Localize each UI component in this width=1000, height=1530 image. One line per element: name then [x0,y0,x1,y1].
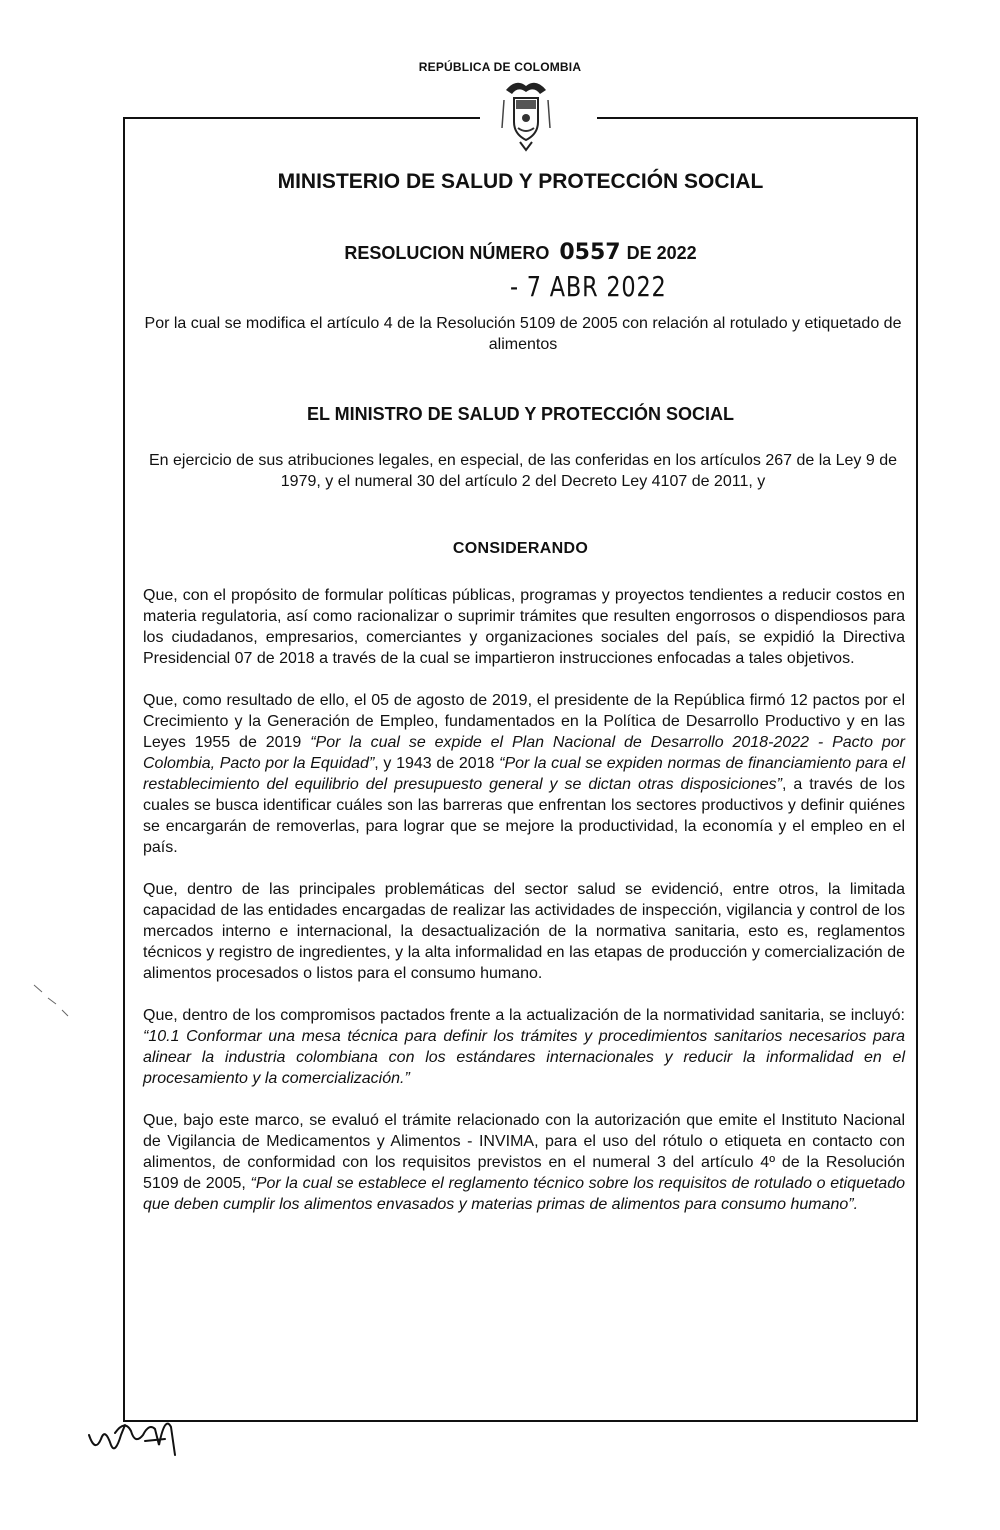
margin-scribble-icon [0,0,80,1530]
p2-text-c: , y 1943 de 2018 [374,755,500,772]
republic-header: REPÚBLICA DE COLOMBIA [418,60,582,74]
p2-quote-law-1943: “Por la cual se expiden normas de financiamiento para el restablecimiento del equilibrio del presupuesto general y se dictan otras disposiciones” [143,755,906,793]
resolution-label: RESOLUCION NÚMERO [344,243,550,263]
resolution-line [123,240,918,265]
consideration-paragraph-3: Que, dentro de las principales problemáticas del sector salud se evidenció, entre otros, la limitada capacidad de las entidades encargadas de realizar las actividades de inspección, vigilancia y control de los mercados interno e internacional, la desactualización de la normativa sanitaria, esto es, reglamentos técnicos y registro de ingredientes, y la alta informalidad en las etapas de producción y comercialización de alimentos procesados o listos para el consumo humano. [143,881,905,982]
considerations-body [143,585,905,1236]
p2-quote-law-1955: “Por la cual se expide el Plan Nacional de Desarrollo 2018-2022 - Pacto por Colombia, Pacto por la Equidad” [143,734,905,772]
p4-text-a: Que, dentro de los compromisos pactados frente a la actualización de la normatividad sanitaria, se incluyó: [143,1007,905,1024]
p2-text-a: Que, como resultado de ello, el 05 de agosto de 2019, el presidente de la República firmó 12 pactos por el Crecimiento y la Generación de Empleo, fundamentados en la Política de Desarrollo Productivo y en las Leyes 1955 de 2019 [143,692,905,751]
consideration-paragraph-2 [143,690,905,858]
p2-text-e: , a través de los cuales se busca identificar cuáles son las barreras que enfrentan los sectores productivos y definir quiénes se encargarán de removerlas, para lograr que se mejore la productividad, la economía y el empleo en el país. [143,776,905,856]
resolution-subtitle: Por la cual se modifica el artículo 4 de la Resolución 5109 de 2005 con relación al rotulado y etiquetado de alimentos [144,315,902,353]
ministry-title: MINISTERIO DE SALUD Y PROTECCIÓN SOCIAL [277,170,764,193]
resolution-year: DE 2022 [626,243,697,263]
consideration-paragraph-4 [143,1005,905,1089]
p4-quote-commitment: “10.1 Conformar una mesa técnica para definir los trámites y procedimientos sanitarios necesarios para alinear la industria colombiana con los estándares internacionales y reducir la informalidad en el procesamiento y la comercialización.” [143,1028,905,1087]
p5-text-a: Que, bajo este marco, se evaluó el trámite relacionado con la autorización que emite el Instituto Nacional de Vigilancia de Medicamentos y Alimentos - INVIMA, para el uso del rótulo o etiqueta en contacto con alimentos, de conformidad con los requisitos previstos en el numeral 3 del artículo 4º de la Resolución 5109 de 2005, [143,1112,905,1192]
p5-quote-resolution-5109: “Por la cual se establece el reglamento técnico sobre los requisitos de rotulado o etiquetado que deben cumplir los alimentos envasados y materias primas de alimentos para consumo humano”. [143,1175,906,1213]
consideration-paragraph-5 [143,1110,905,1215]
date-stamp: - 7 ABR 2022 [510,270,667,303]
resolution-number: 0557 [559,240,621,265]
consideration-paragraph-1: Que, con el propósito de formular políticas públicas, programas y proyectos tendientes a reducir costos en materia regulatoria, así como racionalizar o suprimir trámites que resulten engorrosos o dispendiosos para los ciudadanos, empresarios, comerciantes y organizaciones sociales del país, se expidió la Directiva Presidencial 07 de 2018 a través de la cual se impartieron instrucciones enfocadas a tales objetivos. [143,587,905,667]
minister-title: EL MINISTRO DE SALUD Y PROTECCIÓN SOCIAL [306,404,735,424]
initials-signature-icon [85,1405,195,1465]
powers-paragraph: En ejercicio de sus atribuciones legales, en especial, de las conferidas en los artículos 267 de la Ley 9 de 1979, y el numeral 30 del artículo 2 del Decreto Ley 4107 de 2011, y [148,452,897,490]
considerando-heading: CONSIDERANDO [452,540,589,557]
